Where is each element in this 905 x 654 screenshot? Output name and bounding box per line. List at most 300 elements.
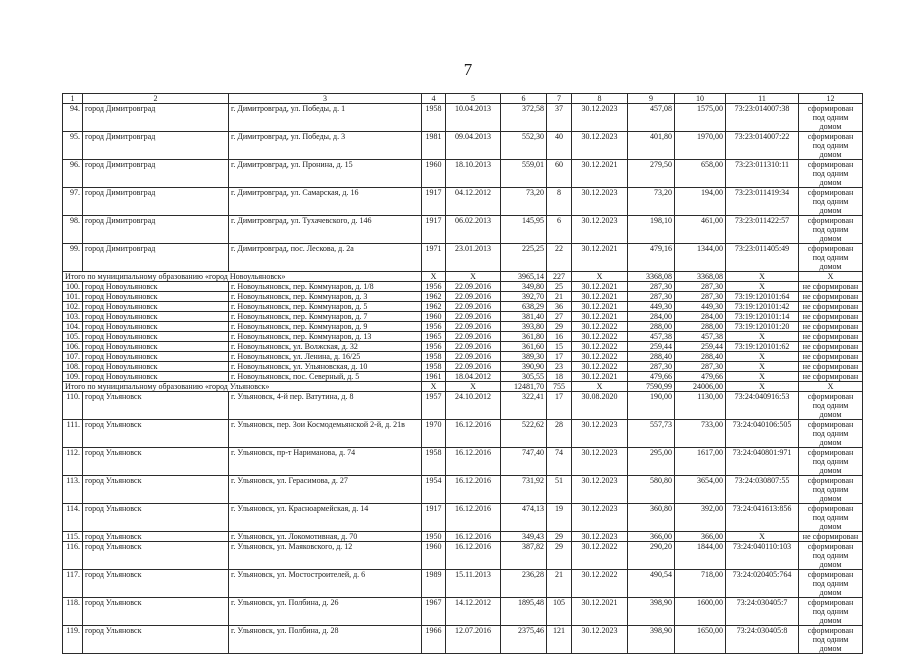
table-cell: 30.12.2021 <box>572 312 628 322</box>
table-cell: 398,90 <box>628 598 675 626</box>
table-cell: не сформирован <box>799 312 863 322</box>
table-cell: 112. <box>63 448 83 476</box>
column-number: 12 <box>799 94 863 104</box>
table-cell: 21 <box>547 570 572 598</box>
subtotal-cell: 755 <box>547 382 572 392</box>
table-cell: 73:24:020405:764 <box>726 570 799 598</box>
table-cell: 1950 <box>422 532 446 542</box>
table-cell: 287,30 <box>675 282 726 292</box>
table-cell: 37 <box>547 104 572 132</box>
table-row <box>63 392 863 420</box>
table-cell: город Димитровград <box>83 188 229 216</box>
table-cell: 17 <box>547 352 572 362</box>
table-cell: 30.12.2023 <box>572 476 628 504</box>
table-cell: 1965 <box>422 332 446 342</box>
subtotal-cell: 227 <box>547 272 572 282</box>
table-cell: 12.07.2016 <box>446 626 501 654</box>
table-cell: г. Димитровград, пос. Лескова, д. 2а <box>229 244 422 272</box>
table-cell: 479,66 <box>628 372 675 382</box>
subtotal-cell: 12481,70 <box>501 382 547 392</box>
table-cell: 113. <box>63 476 83 504</box>
table-cell: 16.12.2016 <box>446 420 501 448</box>
table-cell: 718,00 <box>675 570 726 598</box>
table-cell: 461,00 <box>675 216 726 244</box>
table-cell: 580,80 <box>628 476 675 504</box>
column-number: 11 <box>726 94 799 104</box>
table-cell: не сформирован <box>799 292 863 302</box>
table-cell: 73:24:030807:55 <box>726 476 799 504</box>
table-cell: 51 <box>547 476 572 504</box>
table-cell: 118. <box>63 598 83 626</box>
table-cell: сформирован под одним домом <box>799 504 863 532</box>
table-cell: 8 <box>547 188 572 216</box>
table-cell: 73:24:030405:7 <box>726 598 799 626</box>
table-cell: 15 <box>547 342 572 352</box>
table-cell: г. Ульяновск, ул. Герасимова, д. 27 <box>229 476 422 504</box>
subtotal-cell: X <box>422 272 446 282</box>
table-cell: не сформирован <box>799 322 863 332</box>
table-cell: 1971 <box>422 244 446 272</box>
table-cell: 24.10.2012 <box>446 392 501 420</box>
table-cell: 288,40 <box>675 352 726 362</box>
column-number: 5 <box>446 94 501 104</box>
column-number: 9 <box>628 94 675 104</box>
table-cell: 1895,48 <box>501 598 547 626</box>
table-cell: 1600,00 <box>675 598 726 626</box>
table-cell: X <box>726 332 799 342</box>
table-cell: не сформирован <box>799 302 863 312</box>
table-cell: город Новоульяновск <box>83 372 229 382</box>
table-row <box>63 420 863 448</box>
table-cell: 198,10 <box>628 216 675 244</box>
table-cell: 372,58 <box>501 104 547 132</box>
column-number: 6 <box>501 94 547 104</box>
table-row <box>63 504 863 532</box>
table-cell: 29 <box>547 542 572 570</box>
table-cell: 30.12.2023 <box>572 188 628 216</box>
table-cell: 73:19:120101:64 <box>726 292 799 302</box>
table-cell: г. Димитровград, ул. Победы, д. 1 <box>229 104 422 132</box>
table-row <box>63 532 863 542</box>
subtotal-cell: 3965,14 <box>501 272 547 282</box>
table-cell: 559,01 <box>501 160 547 188</box>
table-cell: 101. <box>63 292 83 302</box>
page-number: 7 <box>463 60 473 79</box>
table-cell: 28 <box>547 420 572 448</box>
table-cell: 103. <box>63 312 83 322</box>
table-cell: 22.09.2016 <box>446 292 501 302</box>
table-cell: 114. <box>63 504 83 532</box>
table-cell: 1917 <box>422 504 446 532</box>
table-cell: 1966 <box>422 626 446 654</box>
column-number: 2 <box>83 94 229 104</box>
table-cell: 73:19:120101:42 <box>726 302 799 312</box>
table-row <box>63 160 863 188</box>
subtotal-cell: X <box>572 272 628 282</box>
table-cell: 287,30 <box>628 292 675 302</box>
table-cell: 19 <box>547 504 572 532</box>
table-cell: 284,00 <box>675 312 726 322</box>
table-cell: 1617,00 <box>675 448 726 476</box>
subtotal-cell: 3368,08 <box>628 272 675 282</box>
table-cell: 30.12.2022 <box>572 342 628 352</box>
table-cell: 190,00 <box>628 392 675 420</box>
table-cell: 23.01.2013 <box>446 244 501 272</box>
table-cell: сформирован под одним домом <box>799 160 863 188</box>
table-cell: город Ульяновск <box>83 598 229 626</box>
table-cell: 30.12.2021 <box>572 160 628 188</box>
table-cell: 36 <box>547 302 572 312</box>
table-cell: сформирован под одним домом <box>799 570 863 598</box>
table-cell: 1960 <box>422 160 446 188</box>
table-cell: 1130,00 <box>675 392 726 420</box>
table-cell: г. Ульяновск, 4-й пер. Ватутина, д. 8 <box>229 392 422 420</box>
table-cell: 1954 <box>422 476 446 504</box>
table-cell: 30.12.2023 <box>572 448 628 476</box>
table-cell: 361,80 <box>501 332 547 342</box>
table-cell: 16.12.2016 <box>446 532 501 542</box>
table-cell: 366,00 <box>628 532 675 542</box>
table-cell: 361,60 <box>501 342 547 352</box>
table-cell: 279,50 <box>628 160 675 188</box>
subtotal-label: Итого по муниципальному образованию «город Новоульяновск» <box>63 272 422 282</box>
subtotal-row <box>63 382 863 392</box>
table-cell: 22.09.2016 <box>446 282 501 292</box>
table-cell: 73:19:120101:62 <box>726 342 799 352</box>
table-row <box>63 372 863 382</box>
table-cell: 30.12.2023 <box>572 504 628 532</box>
table-cell: г. Ульяновск, ул. Маяковского, д. 12 <box>229 542 422 570</box>
table-row <box>63 362 863 372</box>
column-number: 3 <box>229 94 422 104</box>
table-cell: не сформирован <box>799 342 863 352</box>
column-number: 7 <box>547 94 572 104</box>
table-cell: город Новоульяновск <box>83 282 229 292</box>
table-cell: 98. <box>63 216 83 244</box>
table-cell: 194,00 <box>675 188 726 216</box>
table-cell: город Ульяновск <box>83 532 229 542</box>
table-cell: 449,30 <box>628 302 675 312</box>
table-cell: г. Новоульяновск, ул. Волжская, д. 32 <box>229 342 422 352</box>
table-row <box>63 244 863 272</box>
table-cell: 30.12.2023 <box>572 132 628 160</box>
table-cell: 30.12.2021 <box>572 598 628 626</box>
table-cell: г. Димитровград, ул. Пронина, д. 15 <box>229 160 422 188</box>
table-cell: X <box>726 372 799 382</box>
table-cell: 522,62 <box>501 420 547 448</box>
subtotal-cell: X <box>572 382 628 392</box>
table-cell: 1917 <box>422 216 446 244</box>
table-cell: 1970 <box>422 420 446 448</box>
table-cell: 1958 <box>422 352 446 362</box>
table-cell: город Ульяновск <box>83 626 229 654</box>
table-cell: 145,95 <box>501 216 547 244</box>
table-cell: 18 <box>547 372 572 382</box>
table-cell: город Ульяновск <box>83 570 229 598</box>
table-cell: 30.12.2023 <box>572 626 628 654</box>
table-cell: сформирован под одним домом <box>799 392 863 420</box>
table-cell: г. Новоульяновск, ул. Ульяновская, д. 10 <box>229 362 422 372</box>
table-cell: 30.12.2022 <box>572 542 628 570</box>
table-cell: г. Новоульяновск, ул. Ленина, д. 16/25 <box>229 352 422 362</box>
table-cell: 479,66 <box>675 372 726 382</box>
table-cell: X <box>726 352 799 362</box>
table-cell: г. Ульяновск, пер. Зои Космодемьянской 2-й, д. 21в <box>229 420 422 448</box>
table-cell: не сформирован <box>799 332 863 342</box>
table-cell: 96. <box>63 160 83 188</box>
table-cell: 1958 <box>422 448 446 476</box>
table-cell: 97. <box>63 188 83 216</box>
table-cell: 392,70 <box>501 292 547 302</box>
table-cell: 104. <box>63 322 83 332</box>
table-cell: город Новоульяновск <box>83 312 229 322</box>
table-cell: 30.12.2022 <box>572 332 628 342</box>
table-cell: 09.04.2013 <box>446 132 501 160</box>
table-row <box>63 302 863 312</box>
table-cell: 1960 <box>422 542 446 570</box>
table-cell: не сформирован <box>799 282 863 292</box>
table-cell: 73:24:040801:971 <box>726 448 799 476</box>
table-cell: город Ульяновск <box>83 448 229 476</box>
table-cell: 73,20 <box>628 188 675 216</box>
table-cell: 287,30 <box>675 292 726 302</box>
table-cell: 1957 <box>422 392 446 420</box>
table-cell: 22.09.2016 <box>446 352 501 362</box>
table-cell: не сформирован <box>799 372 863 382</box>
table-row <box>63 322 863 332</box>
table-cell: 1844,00 <box>675 542 726 570</box>
table-cell: 390,90 <box>501 362 547 372</box>
table-cell: 73,20 <box>501 188 547 216</box>
table-row <box>63 342 863 352</box>
table-cell: 73:23:014007:38 <box>726 104 799 132</box>
table-cell: г. Димитровград, ул. Самарская, д. 16 <box>229 188 422 216</box>
table-cell: 30.12.2021 <box>572 302 628 312</box>
table-row <box>63 292 863 302</box>
table-cell: 349,43 <box>501 532 547 542</box>
table-cell: г. Новоульяновск, пер. Коммунаров, д. 1/8 <box>229 282 422 292</box>
column-number: 8 <box>572 94 628 104</box>
table-cell: 288,00 <box>628 322 675 332</box>
table-cell: 398,90 <box>628 626 675 654</box>
table-cell: город Ульяновск <box>83 420 229 448</box>
table-cell: 18.04.2012 <box>446 372 501 382</box>
table-cell: город Ульяновск <box>83 392 229 420</box>
table-cell: 73:23:011310:11 <box>726 160 799 188</box>
table-cell: 1958 <box>422 104 446 132</box>
table-cell: 1967 <box>422 598 446 626</box>
table-cell: 1575,00 <box>675 104 726 132</box>
table-cell: 30.12.2022 <box>572 322 628 332</box>
table-cell: 30.12.2021 <box>572 282 628 292</box>
table-cell: 30.12.2023 <box>572 104 628 132</box>
table-cell: 366,00 <box>675 532 726 542</box>
table-cell: 288,00 <box>675 322 726 332</box>
subtotal-cell: X <box>726 382 799 392</box>
table-cell: 1958 <box>422 362 446 372</box>
table-row <box>63 332 863 342</box>
table-cell: сформирован под одним домом <box>799 216 863 244</box>
table-cell: город Димитровград <box>83 160 229 188</box>
table-cell: 287,30 <box>675 362 726 372</box>
table-cell: 109. <box>63 372 83 382</box>
table-cell: 22.09.2016 <box>446 302 501 312</box>
subtotal-cell: 24006,00 <box>675 382 726 392</box>
table-cell: город Ульяновск <box>83 504 229 532</box>
table-cell: г. Новоульяновск, пер. Коммунаров, д. 7 <box>229 312 422 322</box>
table-cell: 236,28 <box>501 570 547 598</box>
table-cell: 733,00 <box>675 420 726 448</box>
table-cell: г. Новоульяновск, пер. Коммунаров, д. 13 <box>229 332 422 342</box>
table-cell: 73:23:014007:22 <box>726 132 799 160</box>
table-cell: 449,30 <box>675 302 726 312</box>
table-cell: 457,38 <box>675 332 726 342</box>
table-cell: 06.02.2013 <box>446 216 501 244</box>
table-cell: 658,00 <box>675 160 726 188</box>
table-cell: 1344,00 <box>675 244 726 272</box>
table-cell: сформирован под одним домом <box>799 104 863 132</box>
table-cell: 2375,46 <box>501 626 547 654</box>
table-cell: 30.08.2020 <box>572 392 628 420</box>
table-cell: 731,92 <box>501 476 547 504</box>
table-cell: 557,73 <box>628 420 675 448</box>
table-cell: 22.09.2016 <box>446 332 501 342</box>
table-cell: 99. <box>63 244 83 272</box>
table-cell: 30.12.2021 <box>572 244 628 272</box>
table-cell: 29 <box>547 322 572 332</box>
table-cell: 457,08 <box>628 104 675 132</box>
table-cell: сформирован под одним домом <box>799 542 863 570</box>
table-row <box>63 570 863 598</box>
table-cell: город Новоульяновск <box>83 292 229 302</box>
table-cell: 73:23:011405:49 <box>726 244 799 272</box>
table-cell: X <box>726 532 799 542</box>
table-cell: 16.12.2016 <box>446 448 501 476</box>
subtotal-cell: X <box>799 382 863 392</box>
table-row <box>63 188 863 216</box>
table-cell: 22.09.2016 <box>446 322 501 332</box>
table-cell: 1962 <box>422 302 446 312</box>
column-number: 4 <box>422 94 446 104</box>
table-cell: сформирован под одним домом <box>799 244 863 272</box>
table-cell: город Димитровград <box>83 244 229 272</box>
table-cell: г. Ульяновск, ул. Полбина, д. 28 <box>229 626 422 654</box>
table-cell: 30.12.2021 <box>572 292 628 302</box>
table-cell: 259,44 <box>628 342 675 352</box>
table-cell: город Новоульяновск <box>83 302 229 312</box>
table-cell: г. Новоульяновск, пер. Коммунаров, д. 3 <box>229 292 422 302</box>
table-cell: 1956 <box>422 282 446 292</box>
table-cell: город Новоульяновск <box>83 322 229 332</box>
table-cell: не сформирован <box>799 362 863 372</box>
table-cell: 1970,00 <box>675 132 726 160</box>
table-cell: 14.12.2012 <box>446 598 501 626</box>
table-cell: сформирован под одним домом <box>799 598 863 626</box>
table-cell: 1962 <box>422 292 446 302</box>
table-cell: 747,40 <box>501 448 547 476</box>
table-cell: г. Новоульяновск, пос. Северный, д. 5 <box>229 372 422 382</box>
table-cell: не сформирован <box>799 352 863 362</box>
table-cell: г. Ульяновск, ул. Полбина, д. 26 <box>229 598 422 626</box>
table-cell: 16.12.2016 <box>446 504 501 532</box>
table-cell: 305,55 <box>501 372 547 382</box>
table-cell: 73:23:011422:57 <box>726 216 799 244</box>
subtotal-cell: X <box>422 382 446 392</box>
table-cell: 3654,00 <box>675 476 726 504</box>
table-row <box>63 282 863 292</box>
column-number: 10 <box>675 94 726 104</box>
table-cell: 457,38 <box>628 332 675 342</box>
table-cell: 73:24:040110:103 <box>726 542 799 570</box>
table-cell: 94. <box>63 104 83 132</box>
table-cell: 30.12.2022 <box>572 570 628 598</box>
table-cell: город Ульяновск <box>83 542 229 570</box>
table-cell: 1981 <box>422 132 446 160</box>
table-row <box>63 448 863 476</box>
table-cell: город Димитровград <box>83 132 229 160</box>
table-cell: 389,30 <box>501 352 547 362</box>
table-cell: 288,40 <box>628 352 675 362</box>
table-cell: 474,13 <box>501 504 547 532</box>
table-cell: 18.10.2013 <box>446 160 501 188</box>
table-cell: 1989 <box>422 570 446 598</box>
table-cell: 16.12.2016 <box>446 542 501 570</box>
table-cell: 1917 <box>422 188 446 216</box>
subtotal-cell: 7590,99 <box>628 382 675 392</box>
table-cell: город Димитровград <box>83 216 229 244</box>
table-cell: 401,80 <box>628 132 675 160</box>
table-cell: 15.11.2013 <box>446 570 501 598</box>
table-cell: 73:24:030405:8 <box>726 626 799 654</box>
table-row <box>63 542 863 570</box>
subtotal-cell: X <box>446 272 501 282</box>
table-cell: сформирован под одним домом <box>799 476 863 504</box>
table-cell: 17 <box>547 392 572 420</box>
table-cell: 259,44 <box>675 342 726 352</box>
table-cell: 110. <box>63 392 83 420</box>
subtotal-cell: 3368,08 <box>675 272 726 282</box>
table-cell: 552,30 <box>501 132 547 160</box>
table-cell: 22.09.2016 <box>446 362 501 372</box>
table-cell: 121 <box>547 626 572 654</box>
table-cell: 6 <box>547 216 572 244</box>
table-cell: 21 <box>547 292 572 302</box>
table-cell: 74 <box>547 448 572 476</box>
table-cell: г. Ульяновск, ул. Локомотивная, д. 70 <box>229 532 422 542</box>
table-cell: 23 <box>547 362 572 372</box>
table-cell: 73:24:040916:53 <box>726 392 799 420</box>
table-cell: 349,80 <box>501 282 547 292</box>
table-cell: 73:19:120101:20 <box>726 322 799 332</box>
table-cell: город Новоульяновск <box>83 342 229 352</box>
table-cell: 322,41 <box>501 392 547 420</box>
housing-register-table <box>62 93 863 654</box>
table-row <box>63 352 863 362</box>
table-cell: город Новоульяновск <box>83 362 229 372</box>
table-cell: город Новоульяновск <box>83 332 229 342</box>
table-cell: сформирован под одним домом <box>799 626 863 654</box>
table-cell: 25 <box>547 282 572 292</box>
table-cell: сформирован под одним домом <box>799 420 863 448</box>
table-cell: 73:24:040106:505 <box>726 420 799 448</box>
table-cell: 290,20 <box>628 542 675 570</box>
table-cell: 284,00 <box>628 312 675 322</box>
column-number-row <box>63 94 863 104</box>
table-cell: 106. <box>63 342 83 352</box>
table-cell: 22.09.2016 <box>446 312 501 322</box>
table-cell: 111. <box>63 420 83 448</box>
table-cell: 30.12.2021 <box>572 372 628 382</box>
